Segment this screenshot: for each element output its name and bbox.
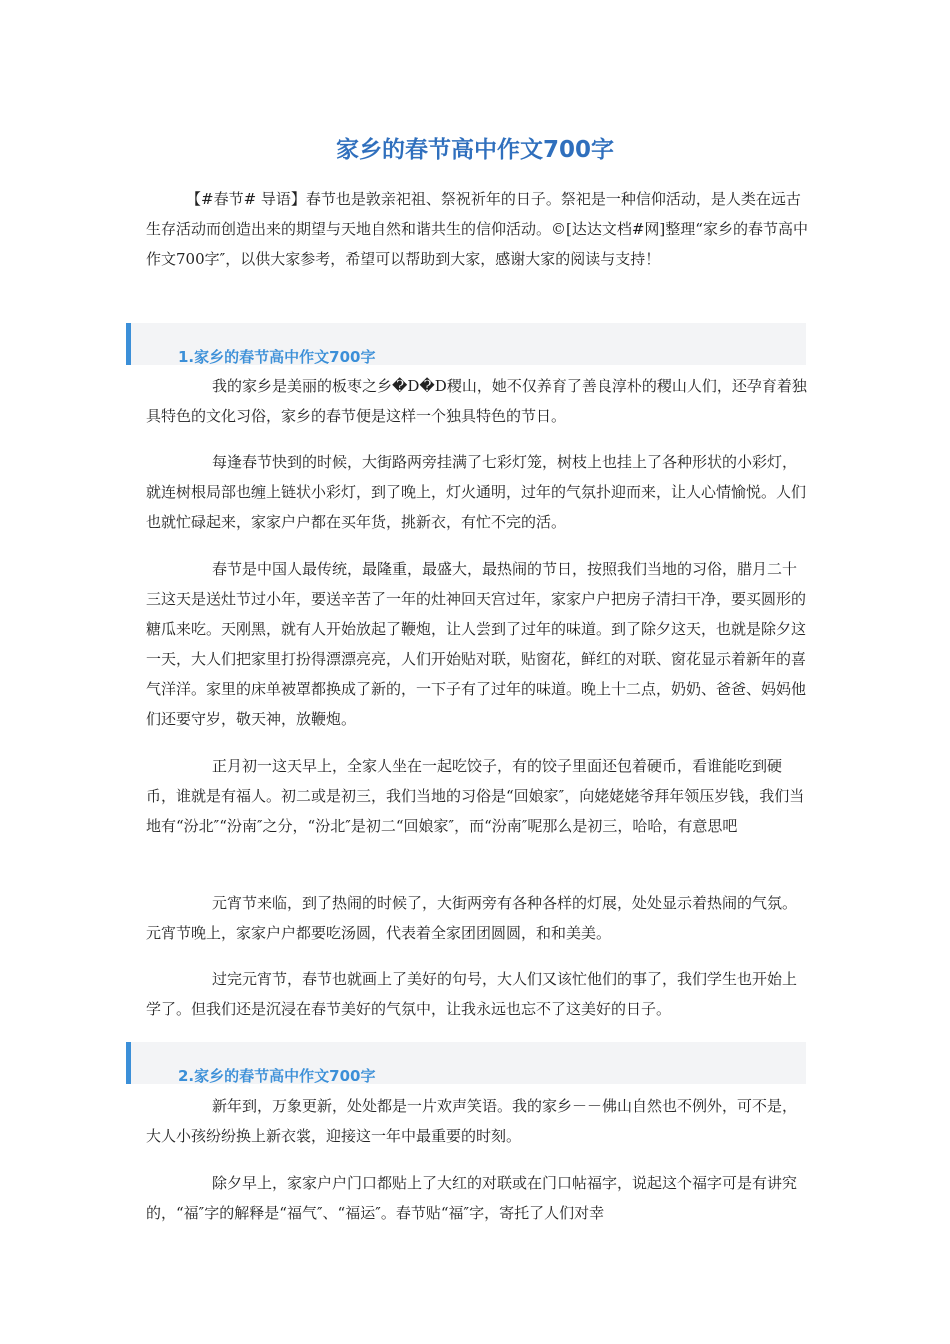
section-1-paragraph: 春节是中国人最传统，最隆重，最盛大，最热闹的节日，按照我们当地的习俗，腊月二十三这天是送灶节过小年，要送辛苦了一年的灶神回天宫过年，家家户户把房子清扫干净，要买圆形的糖瓜来吃。天刚黑，就有人开始放起了鞭炮，让人尝到了过年的味道。到了除夕这天，也就是除夕这一天，大人们把家里打扮得漂漂亮亮，人们开始贴对联，贴窗花，鲜红的对联、窗花显示着新年的喜气洋洋。家里的床单被罩都换成了新的，一下子有了过年的味道。晚上十二点，奶奶、爸爸、妈妈他们还要守岁，敬天神，放鞭炮。 — [146, 560, 807, 728]
intro-paragraph: 【#春节# 导语】春节也是敦亲祀祖、祭祝祈年的日子。祭祀是一种信仰活动，是人类在远古生存活动而创造出来的期望与天地自然和谐共生的信仰活动。©[达达文档#网]整理“家乡的春节高中作文700字″，以供大家参考，希望可以帮助到大家，感谢大家的阅读与支持！ — [146, 190, 808, 268]
section-1-paragraph: 每逢春节快到的时候，大街路两旁挂满了七彩灯笼，树枝上也挂上了各种形状的小彩灯，就连树根局部也缠上链状小彩灯，到了晚上，灯火通明，过年的气氛扑迎而来，让人心情愉悦。人们也就忙碌起来，家家户户都在买年货，挑新衣，有忙不完的活。 — [146, 453, 807, 531]
section-1-paragraph: 我的家乡是美丽的板枣之乡�D�D稷山，她不仅养育了善良淳朴的稷山人们，还孕育着独具特色的文化习俗，家乡的春节便是这样一个独具特色的节日。 — [146, 377, 807, 425]
section-2-paragraph: 新年到，万象更新，处处都是一片欢声笑语。我的家乡－－佛山自然也不例外，可不是，大人小孩纷纷换上新衣裳，迎接这一年中最重要的时刻。 — [146, 1097, 798, 1145]
section-1-heading: 1.家乡的春节高中作文700字 — [178, 348, 376, 366]
section-1-paragraph: 元宵节来临，到了热闹的时候了，大街两旁有各种各样的灯展，处处显示着热闹的气氛。元宵节晚上，家家户户都要吃汤圆，代表着全家团团圆圆，和和美美。 — [146, 894, 798, 942]
document-title: 家乡的春节高中作文700字 — [335, 137, 614, 163]
section-2-paragraph: 除夕早上，家家户户门口都贴上了大红的对联或在门口帖福字，说起这个福字可是有讲究的，“福″字的解释是“福气″、“福运″。春节贴“福″字，寄托了人们对幸 — [146, 1174, 798, 1222]
section-accent-bar — [126, 323, 131, 365]
section-accent-bar — [126, 1042, 131, 1084]
section-1-paragraph: 正月初一这天早上，全家人坐在一起吃饺子，有的饺子里面还包着硬币，看谁能吃到硬币，谁就是有福人。初二或是初三，我们当地的习俗是“回娘家″，向姥姥姥爷拜年领压岁钱，我们当地有“汾北″“汾南″之分，“汾北″是初二“回娘家″，而“汾南″呢那么是初三，哈哈，有意思吧 — [146, 757, 805, 835]
section-2-heading: 2.家乡的春节高中作文700字 — [178, 1067, 376, 1085]
section-1-paragraph: 过完元宵节，春节也就画上了美好的句号，大人们又该忙他们的事了，我们学生也开始上学了。但我们还是沉浸在春节美好的气氛中，让我永远也忘不了这美好的日子。 — [146, 970, 798, 1018]
